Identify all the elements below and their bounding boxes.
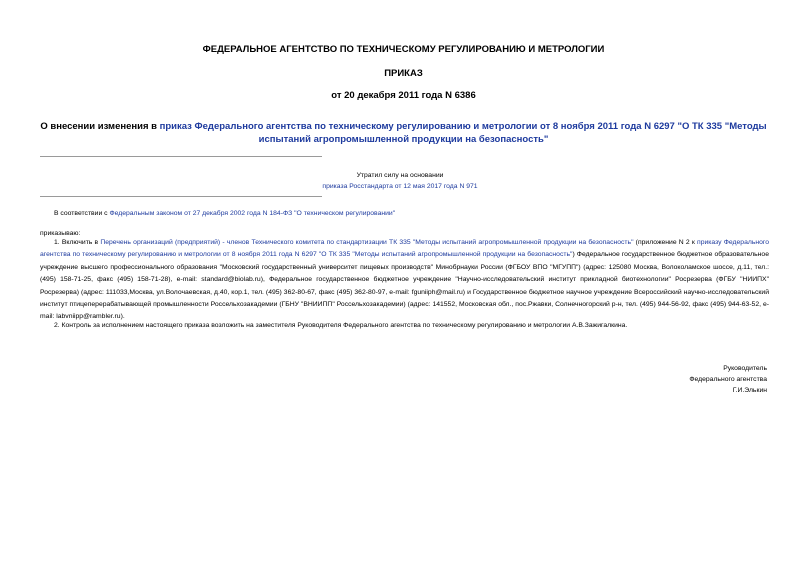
preamble-prefix: В соответствии с (54, 210, 110, 217)
bottom-divider (40, 196, 322, 197)
agency-heading: ФЕДЕРАЛЬНОЕ АГЕНТСТВО ПО ТЕХНИЧЕСКОМУ РЕГУЛИРОВАНИЮ И МЕТРОЛОГИИ (202, 44, 605, 55)
item1-rest: ) Федеральное государственное бюджетное образовательное учреждение высшего профессионального образования "Московский государственный университет пищевых производств" Минобрнауки России (ФГБОУ ВПО "МГУПП") (адрес: 125080 Москва, Волоколамское шоссе, д.11, тел.: (495) 158-71-25, факс (495) 158-71-28), e-mail: standard@biolab.ru), Федеральное государственное бюджетное учреждение "Научно-исследовательский институт прикладной биотехнологии" Росрезерва (ФГБУ "НИИПХ" Росрезерва) (адрес: 111033,Москва, ул.Волочаевская, д.40, кор.1, тел. (495) 362-80-67, факс (495) 362-80-97, e-mail: fguniiph@mail.ru) и Государственное бюджетное научное учреждение Всероссийский научно-исследовательский институт птицеперерабатывающей промышленности Россельхозакадемии (ГБНУ "ВНИИПП" Россельхозакадемии) (адрес: 141552, Московская обл., пос.Ржавки, Солнечногорский р-н, тел. (495) 944-56-92, факс (495) 944-63-52, e-mail: labvniipp@rambler.ru). (40, 251, 769, 321)
signature-agency: Федерального агентства (689, 376, 767, 384)
signature-name: Г.И.Элькин (732, 387, 767, 395)
item1-mid: (приложение N 2 к (633, 239, 698, 246)
order-item-2: 2. Контроль за исполнением настоящего приказа возложить на заместителя Руководителя Федерального агентства по техническому регулированию и метрологии А.В.Зажигалкина. (54, 322, 628, 329)
status-note-text: Утратил силу на основании (356, 172, 444, 179)
status-note (300, 170, 500, 192)
status-note-link[interactable]: приказа Росстандарта от 12 мая 2017 года N 971 (322, 183, 478, 190)
title-prefix: О внесении изменения в (40, 121, 160, 132)
federal-law-link[interactable]: Федеральным законом от 27 декабря 2002 года N 184-ФЗ "О техническом регулировании" (109, 210, 396, 217)
signature-position: Руководитель (723, 365, 767, 372)
signature-block (567, 363, 767, 397)
order-6297-link[interactable]: приказу Федерального агентства по техническому регулированию и метрологии от 8 ноября 2011 года N 6297 "О ТК 335 "Методы испытаний агропромышленной продукции на безопасность" (40, 239, 770, 259)
date-number-heading: от 20 декабря 2011 года N 6386 (331, 90, 476, 101)
item1-start: 1. Включить в (54, 239, 101, 246)
order-item-1 (40, 237, 769, 324)
document-title (40, 120, 767, 146)
doc-type-heading: ПРИКАЗ (384, 68, 423, 79)
title-amended-order-link[interactable]: приказ Федерального агентства по техническому регулированию и метрологии от 8 ноября 2011 года N 6297 "О ТК 335 "Методы испытаний агропромышленной продукции на безопасность" (159, 121, 767, 145)
preamble (54, 208, 767, 219)
member-list-link[interactable]: Перечень организаций (предприятий) - членов Технического комитета по стандартизации ТК 335 "Методы испытаний агропромышленной продукции на безопасность" (100, 239, 634, 246)
top-divider (40, 156, 322, 157)
order-word: приказываю: (40, 230, 81, 237)
